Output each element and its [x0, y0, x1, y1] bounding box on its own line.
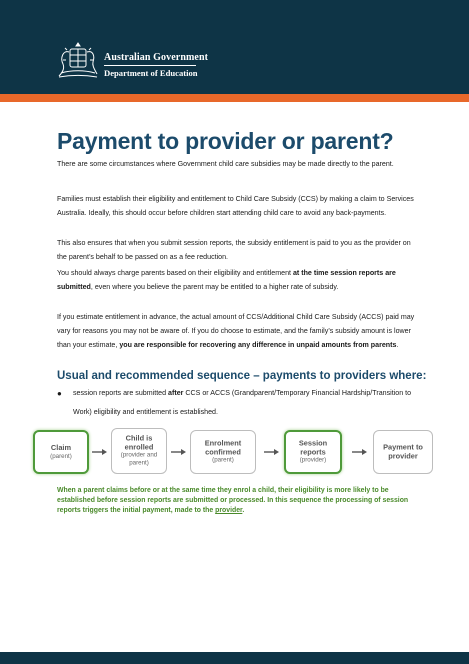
p5-text: If you estimate entitlement in advance, the actual amount of CCS/Additional Child Care Subsidy (ACCS) paid may vary for reasons you may not be aware of. If you do choose to estimate, and the family’s subsidy amount is lower than your estimate, [57, 313, 415, 349]
note-end: . [242, 507, 245, 514]
coat-of-arms-icon [55, 40, 101, 82]
paragraph-5 [57, 310, 417, 352]
flow-arrow-4-icon [352, 449, 367, 455]
paragraph-2: Families must establish their eligibility and entitlement to Child Care Subsidy (CCS) by making a claim to Services Australia. Ideally, this should occur before children start attending child care to avoid any back-payments. [57, 195, 414, 217]
department-name: Department of Education [104, 68, 198, 78]
flow-arrow-1-icon [92, 449, 107, 455]
provider-link[interactable]: provider [215, 507, 243, 514]
flow-step-party: (provider) [299, 456, 327, 464]
flow-step-party: (parent) [50, 452, 72, 460]
flow-arrow-2-icon [171, 449, 186, 455]
flow-step-enrolled [111, 428, 167, 474]
paragraph-4 [57, 266, 417, 294]
bullet-text-c: CCS or ACCS (Grandparent/Temporary Financial Hardship/Transition to Work) eligibility and entitlement is established. [73, 389, 412, 416]
orange-accent-bar [0, 94, 469, 102]
flow-step-title: Claim [50, 442, 72, 452]
p4-text-end: , even where you believe the parent may be entitled to a higher rate of subsidy. [90, 283, 339, 291]
paragraph-3: This also ensures that when you submit session reports, the subsidy entitlement is paid to you as the provider on the parent’s behalf to be passed on as a fee reduction. [57, 239, 411, 261]
flow-step-title: Payment to provider [383, 442, 423, 460]
footer-bar [0, 652, 469, 664]
bullet-emphasis: after [168, 389, 184, 397]
flow-step-title: Session reports [298, 438, 328, 456]
flow-arrow-3-icon [264, 449, 279, 455]
page-title: Payment to provider or parent? [57, 128, 394, 154]
flow-step-title: Child is enrolled [124, 433, 154, 451]
flow-step-claim [33, 430, 89, 474]
p5-emphasis: you are responsible for recovering any difference in unpaid amounts from parents [119, 341, 397, 349]
flow-step-party: (parent) [212, 456, 234, 464]
bullet-text-a: session reports are submitted [73, 389, 169, 397]
sequence-heading: Usual and recommended sequence – payments to providers where: [57, 370, 427, 382]
bullet-dot: ● [57, 389, 62, 398]
government-wordmark [104, 52, 208, 78]
p4-text: You should always charge parents based on their eligibility and entitlement [57, 269, 293, 277]
flow-step-payment [373, 430, 433, 474]
green-note [57, 486, 417, 516]
flow-step-session-reports [284, 430, 342, 474]
p5-text-end: . [396, 341, 399, 349]
p4-emphasis: at the time session reports are submitted [57, 269, 396, 291]
flow-step-enrolment-confirmed [190, 430, 256, 474]
paragraph-1: There are some circumstances where Government child care subsidies may be made directly to the parent. [57, 160, 394, 168]
note-text: When a parent claims before or at the same time they enrol a child, their eligibility is more likely to be established before session reports are submitted or processed. In this sequence the processing of session reports triggers the initial payment, made to the [57, 487, 409, 514]
gov-name: Australian Government [104, 52, 209, 63]
flow-step-party: (provider and parent) [120, 451, 158, 467]
wordmark-divider [104, 65, 196, 66]
bullet-text [73, 384, 423, 422]
flow-step-title: Enrolment confirmed [204, 438, 242, 456]
